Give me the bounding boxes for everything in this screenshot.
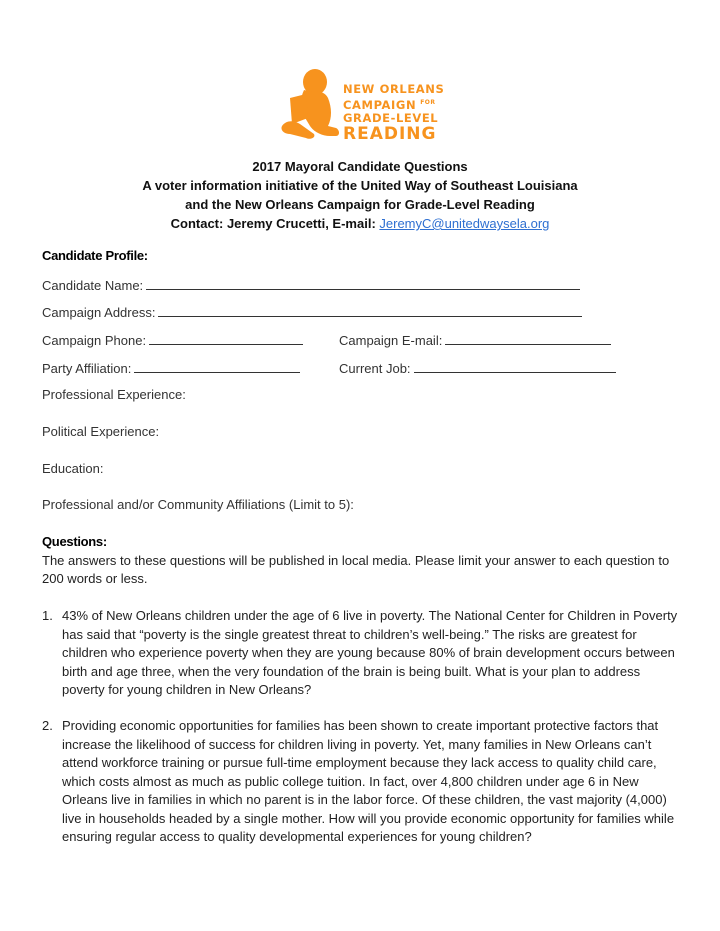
current-job-label: Current Job: bbox=[339, 361, 411, 376]
question-item-2 bbox=[42, 717, 682, 847]
campaign-address-label: Campaign Address: bbox=[42, 305, 156, 320]
campaign-phone-label: Campaign Phone: bbox=[42, 333, 147, 348]
logo-line-4: READING bbox=[343, 123, 437, 144]
candidate-profile-heading: Candidate Profile: bbox=[42, 248, 148, 263]
campaign-address-field bbox=[42, 304, 582, 320]
logo-line-3: GRADE-LEVEL bbox=[343, 110, 439, 125]
questions-heading: Questions: bbox=[42, 534, 107, 549]
questions-intro: The answers to these questions will be published in local media. Please limit your answer to each question to 200 words or less. bbox=[42, 553, 670, 586]
candidate-name-label: Candidate Name: bbox=[42, 278, 144, 293]
campaign-address-blank[interactable] bbox=[158, 304, 582, 317]
party-affiliation-label: Party Affiliation: bbox=[42, 361, 132, 376]
campaign-email-label: Campaign E-mail: bbox=[339, 333, 443, 348]
contact-prefix: Contact: Jeremy Crucetti, E-mail: bbox=[170, 216, 380, 231]
political-experience-label: Political Experience: bbox=[42, 424, 160, 439]
professional-experience-label: Professional Experience: bbox=[42, 387, 186, 402]
logo-line-1: NEW ORLEANS bbox=[343, 82, 445, 96]
question-item-1 bbox=[42, 607, 682, 700]
affiliations-label: Professional and/or Community Affiliations (Limit to 5): bbox=[42, 497, 354, 512]
document-subtitle-2: and the New Orleans Campaign for Grade-Level Reading bbox=[185, 197, 535, 212]
question-text: Providing economic opportunities for families has been shown to create important protective factors that increase the likelihood of success for children living in poverty. Yet, many families in New Orleans can’t attend workforce training or pursue full-time employment because they lack access to quality child care, which costs almost as much as public college tuition. In fact, over 4,800 children under age 6 in New Orleans live in families in which no parent is in the labor force. Of these children, the vast majority (4,000) live in households headed by a single mother. How will you provide economic opportunity for families while ensuring regular access to quality developmental experiences for young children? bbox=[62, 718, 675, 844]
education-label: Education: bbox=[42, 461, 104, 476]
contact-email-link[interactable]: JeremyC@unitedwaysela.org bbox=[379, 216, 550, 231]
campaign-email-blank[interactable] bbox=[445, 332, 611, 345]
campaign-email-field bbox=[339, 332, 611, 348]
candidate-name-field bbox=[42, 277, 580, 293]
party-affiliation-blank[interactable] bbox=[134, 360, 300, 373]
current-job-blank[interactable] bbox=[414, 360, 616, 373]
contact-line bbox=[0, 214, 720, 233]
campaign-phone-field bbox=[42, 332, 303, 348]
question-number: 2. bbox=[42, 718, 53, 733]
document-title: 2017 Mayoral Candidate Questions bbox=[252, 159, 468, 174]
question-number: 1. bbox=[42, 608, 53, 623]
logo-line-2-text: CAMPAIGN bbox=[343, 97, 417, 112]
campaign-phone-blank[interactable] bbox=[149, 332, 303, 345]
document-header bbox=[0, 157, 720, 233]
logo-wordmark bbox=[343, 83, 444, 144]
party-affiliation-field bbox=[42, 360, 300, 376]
logo-line-2 bbox=[343, 96, 444, 112]
logo-for: FOR bbox=[420, 99, 436, 106]
current-job-field bbox=[339, 360, 616, 376]
question-text: 43% of New Orleans children under the age of 6 live in poverty. The National Center for Children in Poverty has said that “poverty is the single greatest threat to children’s well-being.” The risks are greatest for children who experience poverty when they are young because 80% of brain development occurs between birth and age three, when the very foundation of the brain is being built. What is your plan to address poverty for young children in New Orleans? bbox=[62, 608, 678, 697]
document-subtitle-1: A voter information initiative of the United Way of Southeast Louisiana bbox=[142, 178, 578, 193]
candidate-name-blank[interactable] bbox=[146, 277, 580, 290]
